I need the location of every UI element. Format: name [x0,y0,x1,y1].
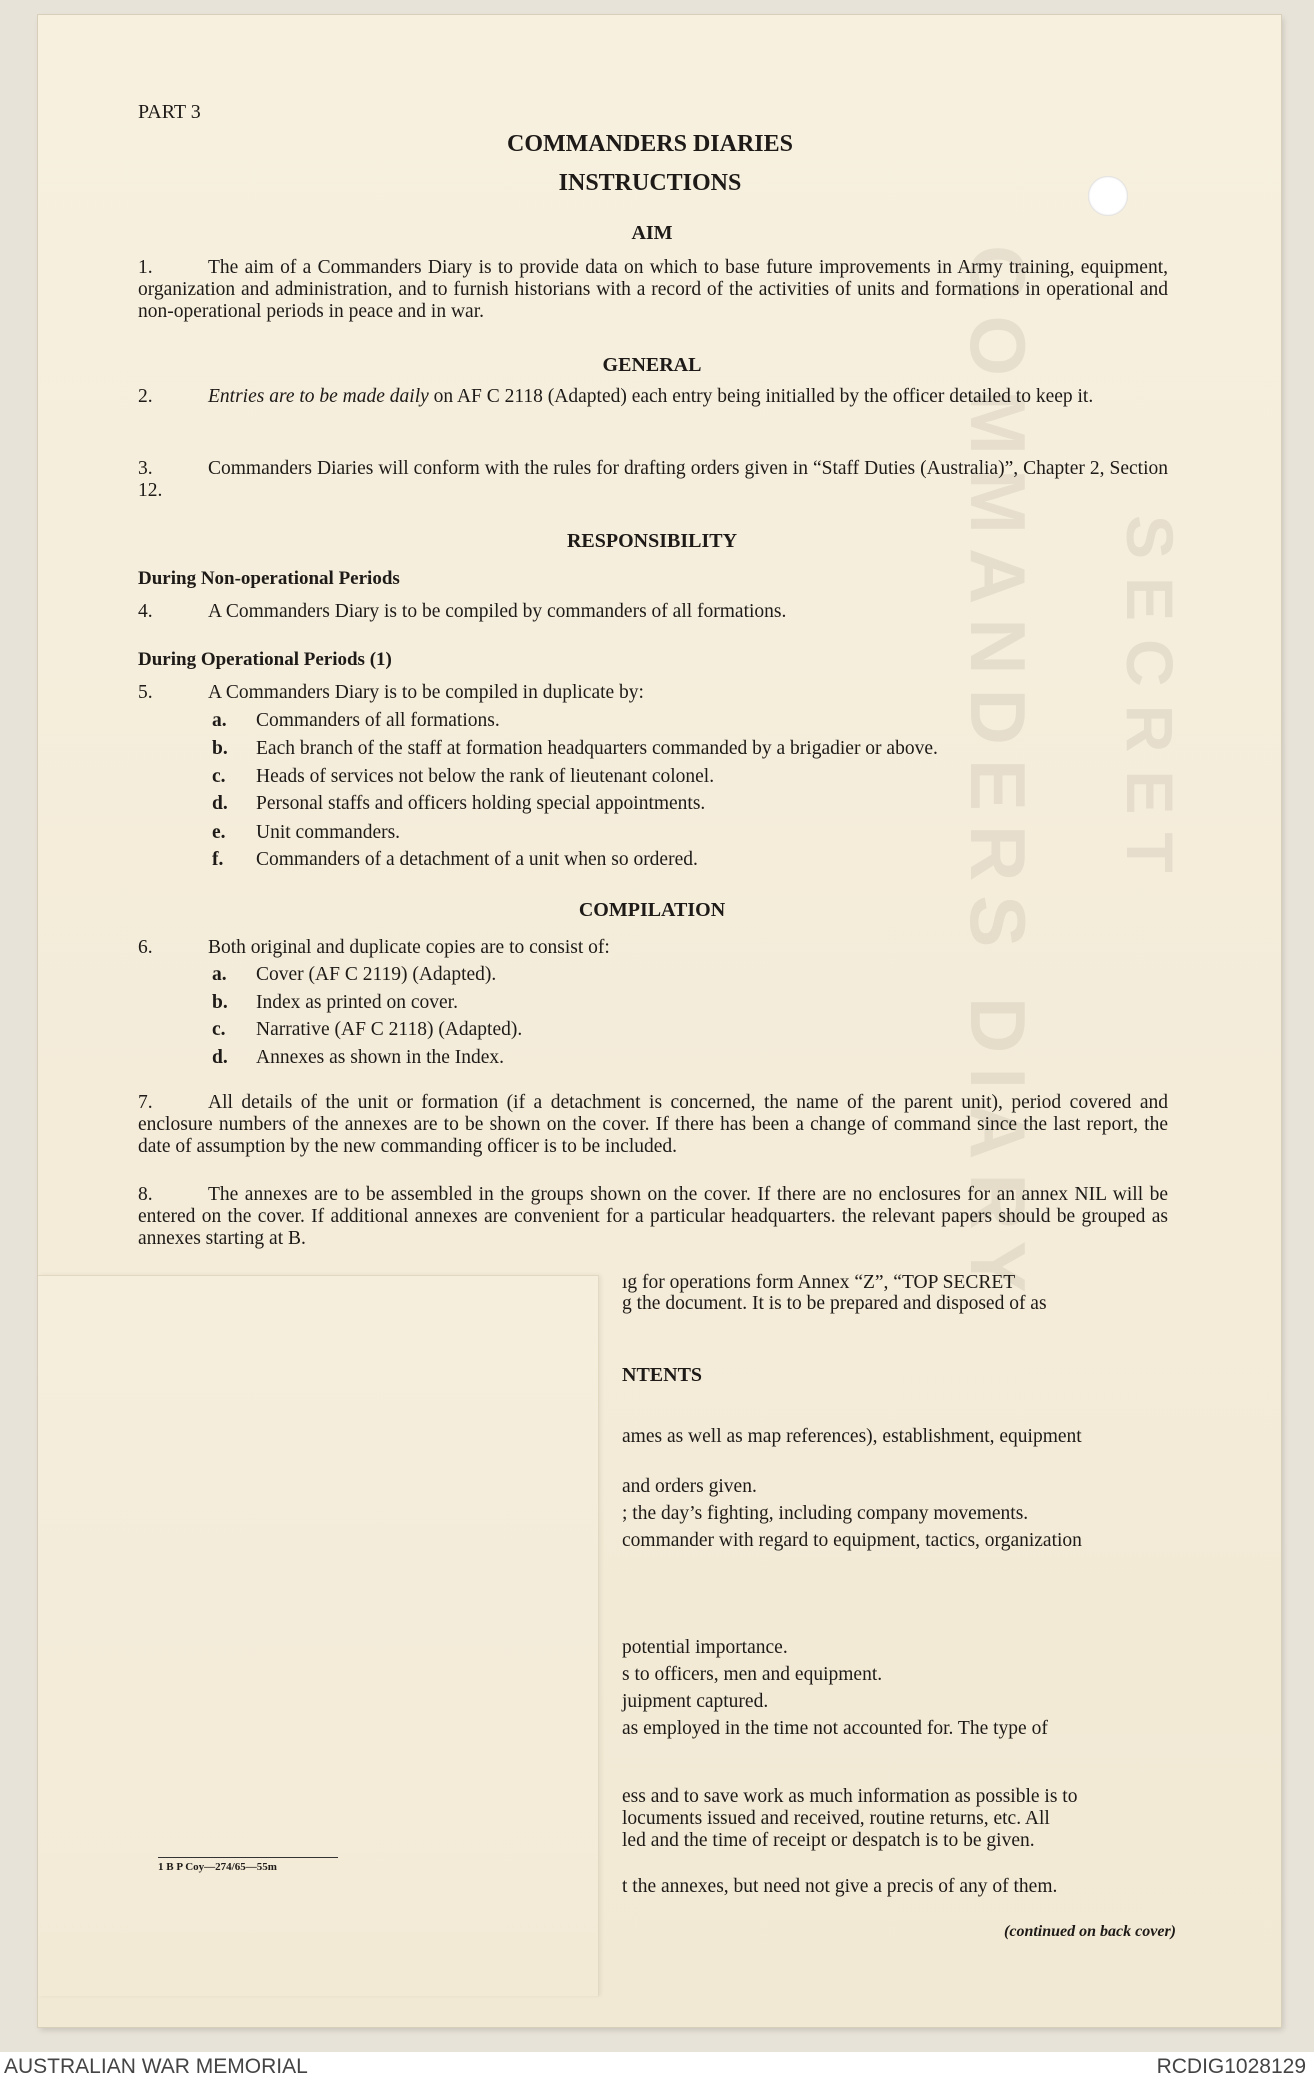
page-subtitle: INSTRUCTIONS [558,170,742,196]
list-letter: d. [212,793,228,814]
fragment-line: as employed in the time not accounted for. The type of [622,1718,1048,1739]
paragraph-number: 3. [138,458,153,479]
list-letter: a. [212,710,227,731]
page-title: COMMANDERS DIARIES [506,131,794,157]
paragraph-number: 8. [138,1184,153,1205]
paragraph-number: 1. [138,257,153,278]
paragraph-text: All details of the unit or formation (if a detachment is concerned, the name of the parent unit), period covered and enclosure numbers of the annexes are to be shown on the cover. If there has been a change of command since the last report, the date of assumption by the new commanding officer is to be included. [138,1092,1168,1157]
paragraph-1 [138,257,1168,323]
list-item [212,964,496,986]
list-item [212,710,500,732]
list-letter: b. [212,738,228,759]
fragment-line: t the annexes, but need not give a precis of any of them. [622,1876,1058,1897]
list-letter: e. [212,822,226,843]
fragment-line: ames as well as map references), establishment, equipment [622,1426,1082,1447]
archive-footer [0,2052,1314,2082]
paragraph-number: 7. [138,1092,153,1113]
subheading-operational: During Operational Periods (1) [138,649,392,670]
paragraph-text: A Commanders Diary is to be compiled in duplicate by: [208,682,644,703]
paragraph-number: 4. [138,601,153,622]
paragraph-2 [138,386,1168,408]
fragment-line: led and the time of receipt or despatch is to be given. [622,1830,1035,1851]
paragraph-4 [138,601,1168,623]
paragraph-number: 2. [138,386,153,407]
paragraph-text: Both original and duplicate copies are to consist of: [208,937,610,958]
fragment-line: and orders given. [622,1476,757,1497]
fragment-line: juipment captured. [622,1691,769,1712]
list-item [212,849,698,871]
list-text: Annexes as shown in the Index. [256,1047,505,1068]
continued-note: (continued on back cover) [1004,1923,1176,1940]
list-letter: b. [212,992,228,1013]
paragraph-3 [138,458,1168,502]
list-text: Personal staffs and officers holding special appointments. [256,793,706,814]
fragment-line: locuments issued and received, routine returns, etc. All [622,1808,1050,1829]
fragment-line: ess and to save work as much information as possible is to [622,1786,1078,1807]
bleed-through-title: COMMANDERS DIARY [954,245,1042,1307]
paragraph-text: A Commanders Diary is to be compiled by commanders of all formations. [208,601,787,622]
list-item [212,1047,504,1069]
fragment-line: ıg for operations form Annex “Z”, “TOP SECRET [622,1272,1016,1293]
list-letter: c. [212,766,226,787]
folded-flap [38,1275,599,1996]
paragraph-emphasis: Entries are to be made daily [208,386,429,407]
section-heading-compilation: COMPILATION [578,899,726,921]
list-letter: f. [212,849,224,870]
fragment-line: g the document. It is to be prepared and disposed of as [622,1293,1047,1314]
paragraph-6 [138,937,1168,959]
list-item [212,822,400,844]
fragment-line: commander with regard to equipment, tactics, organization [622,1530,1082,1551]
list-item [212,738,938,760]
paragraph-number: 6. [138,937,153,958]
printer-imprint: 1 B P Coy—274/65—55m [158,1857,338,1873]
fragment-line: potential importance. [622,1637,788,1658]
fragment-line: ; the day’s fighting, including company movements. [622,1503,1029,1524]
list-letter: a. [212,964,227,985]
list-letter: c. [212,1019,226,1040]
paragraph-text: The annexes are to be assembled in the groups shown on the cover. If there are no enclosures for an annex NIL will be entered on the cover. If additional annexes are convenient for a particular headquarters. the relevant papers should be grouped as annexes starting at B. [138,1184,1168,1249]
list-letter: d. [212,1047,228,1068]
list-text: Cover (AF C 2119) (Adapted). [256,964,497,985]
section-heading-aim: AIM [631,222,673,244]
archive-reference: RCDIG1028129 [1156,2055,1306,2078]
fragment-line: s to officers, men and equipment. [622,1664,883,1685]
bleed-through-classification: SECRET [1113,515,1187,891]
section-heading-general: GENERAL [602,354,702,376]
subheading-non-operational: During Non-operational Periods [138,568,400,589]
list-text: Index as printed on cover. [256,992,458,1013]
paragraph-text: The aim of a Commanders Diary is to provide data on which to base future improvements in Army training, equipment, organization and administration, and to furnish historians with a record of the activities of units and formations in operational and non-operational periods in peace and in war. [138,257,1168,322]
archive-institution: AUSTRALIAN WAR MEMORIAL [4,2055,308,2078]
list-text: Each branch of the staff at formation headquarters commanded by a brigadier or above. [256,738,938,759]
list-item [212,793,705,815]
paragraph-8 [138,1184,1168,1250]
list-text: Narrative (AF C 2118) (Adapted). [256,1019,523,1040]
list-text: Commanders of all formations. [256,710,500,731]
paragraph-text: on AF C 2118 (Adapted) each entry being initialled by the officer detailed to keep it. [428,386,1094,407]
section-heading-contents: NTENTS [622,1364,703,1386]
list-item [212,992,458,1014]
list-text: Commanders of a detachment of a unit when so ordered. [256,849,698,870]
part-label: PART 3 [138,101,201,123]
paragraph-text: Commanders Diaries will conform with the rules for drafting orders given in “Staff Duties (Australia)”, Chapter 2, Section 12. [138,458,1168,501]
list-text: Unit commanders. [256,822,401,843]
paragraph-7 [138,1092,1168,1158]
section-heading-responsibility: RESPONSIBILITY [566,530,738,552]
list-text: Heads of services not below the rank of lieutenant colonel. [256,766,715,787]
paragraph-5 [138,682,1168,704]
list-item [212,766,714,788]
paragraph-number: 5. [138,682,153,703]
list-item [212,1019,522,1041]
